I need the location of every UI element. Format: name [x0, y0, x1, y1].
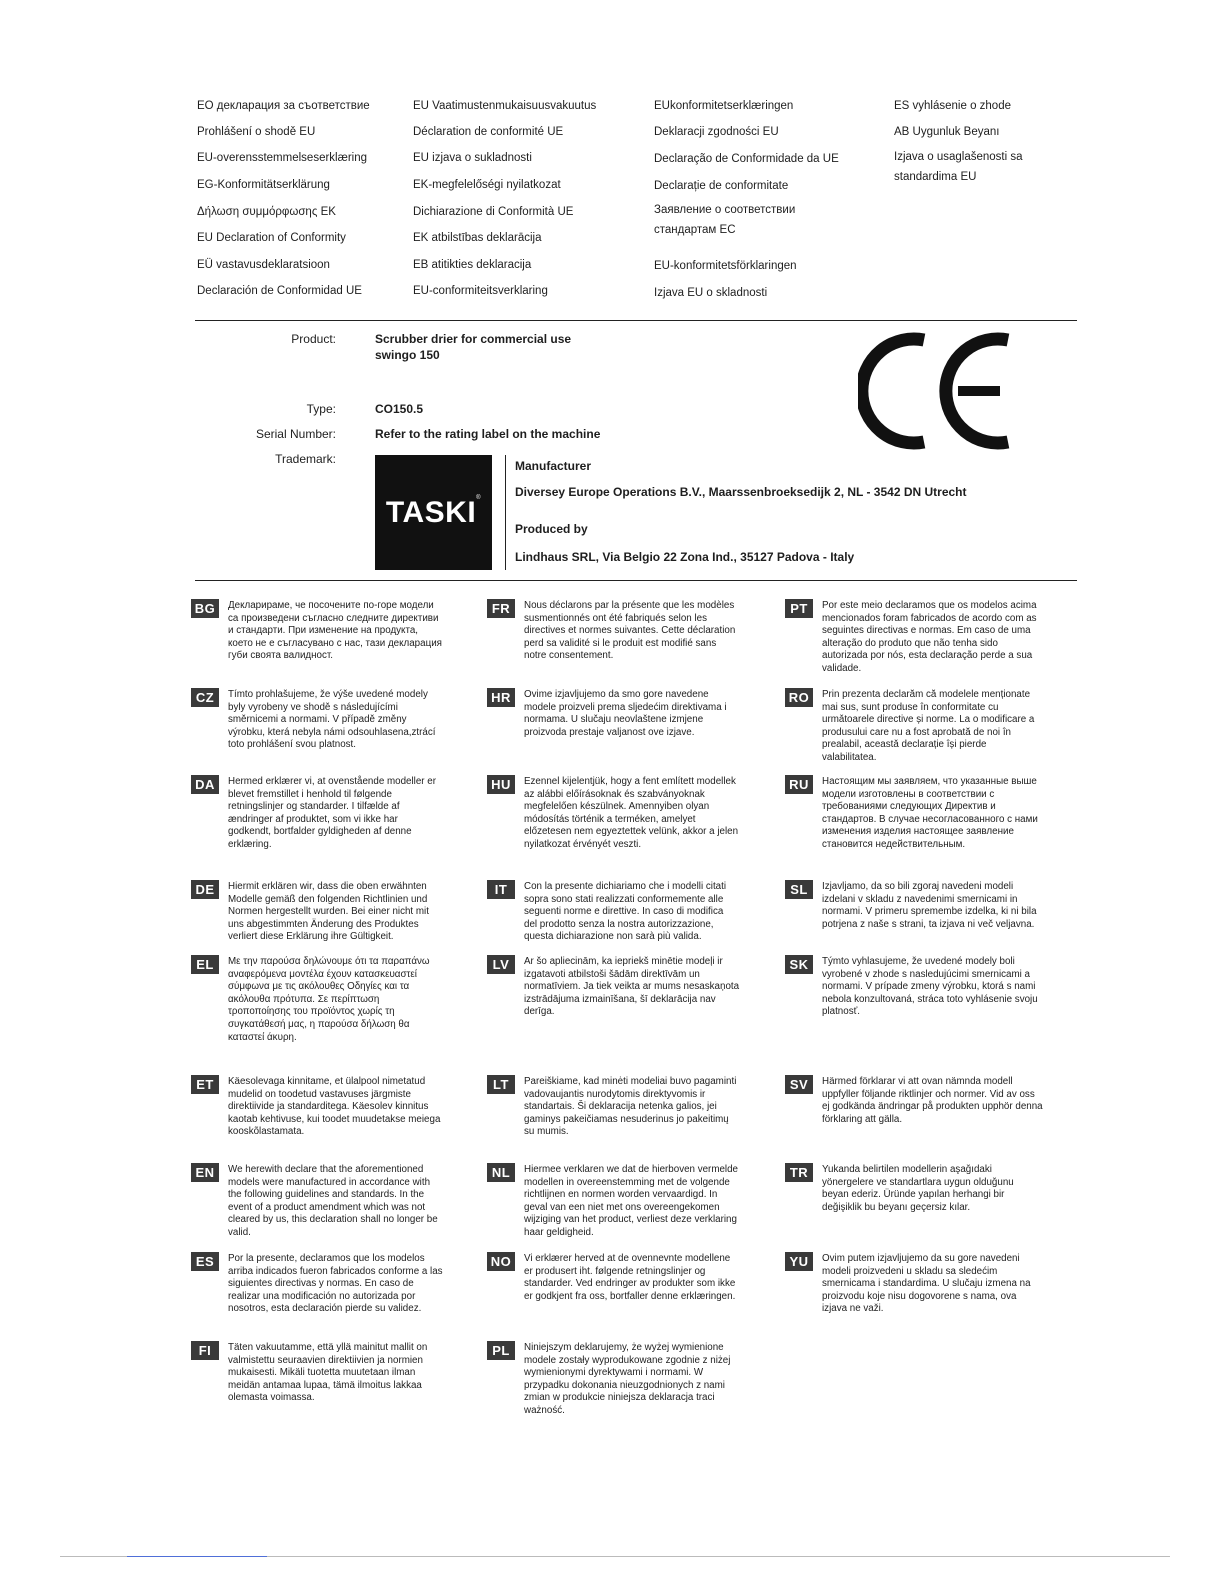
language-code-badge: TR: [785, 1163, 813, 1182]
declaration-text: [822, 881, 1037, 931]
produced-by-value: Lindhaus SRL, Via Belgio 22 Zona Ind., 35127 Padova - Italy: [515, 550, 855, 564]
declaration-line: становится недействительным.: [822, 838, 966, 850]
declaration-line: Yukanda belirtilen modellerin aşağıdaki: [822, 1164, 992, 1175]
declaration-line: Con la presente dichiariamo che i modelli citati: [524, 881, 727, 892]
declaration-line: proizvodu koje nisu dogovorene s nama, ova: [822, 1290, 1017, 1302]
declaration-text: [822, 776, 1038, 852]
language-code-badge: EN: [191, 1163, 219, 1182]
declaration-line: seguenti norme e direttive. In caso di modifica: [524, 906, 724, 918]
title-line: ЕО декларация за съответствие: [197, 100, 370, 112]
declaration-text: [228, 776, 436, 852]
footer-link-line: [127, 1556, 267, 1557]
declaration-line: zmian w produkcie niniejsza deklaracja traci: [524, 1392, 715, 1404]
declaration-line: izjava ne važi.: [822, 1303, 884, 1315]
title-line: Заявление о соответствии: [654, 204, 796, 216]
declaration-line: derīga.: [524, 1006, 555, 1018]
declaration-text: [228, 689, 435, 752]
declaration-text: [228, 1342, 427, 1405]
declaration-line: Por este meio declaramos que os modelos acima: [822, 600, 1037, 611]
declaration-text: [524, 956, 739, 1019]
logo-text: TASKI: [385, 495, 477, 529]
declaration-line: Pareiškiame, kad minėti modeliai buvo pagaminti: [524, 1076, 737, 1087]
declaration-line: Ezennel kijelentjük, hogy a fent említett modellek: [524, 776, 736, 787]
declaration-line: questa dichiarazione non sarà più valida.: [524, 931, 702, 943]
declaration-line: стандартов. В случае несогласованного с нами: [822, 813, 1038, 825]
declaration-line: модели изготовлены в соответствии с: [822, 788, 995, 800]
declaration-line: modeli proizvedeni u skladu sa sledećim: [822, 1265, 998, 1277]
declaration-line: kooskõlastamata.: [228, 1126, 305, 1138]
declaration-line: Hiermit erklären wir, dass die oben erwähnten: [228, 881, 427, 892]
declaration-line: siguientes directivas y normas. En caso de: [228, 1278, 414, 1290]
language-code-badge: BG: [191, 599, 219, 618]
manufacturer-label: Manufacturer: [515, 459, 592, 473]
declaration-line: wymienionymi dyrektywami i normami. W: [524, 1367, 704, 1379]
declaration-line: förklaring att gälla.: [822, 1113, 903, 1125]
declaration-line: nyilatkozat érvényét veszti.: [524, 838, 642, 850]
declaration-line: Настоящим мы заявляем, что указанные выше: [822, 776, 1037, 787]
declaration-line: Modelle gemäß den folgenden Richtlinien und: [228, 893, 428, 905]
title-line: EU-overensstemmelseserklæring: [197, 152, 367, 164]
declaration-line: er produsert iht. følgende retningslinjer og: [524, 1265, 706, 1277]
declaration-line: smernicama i standardima. U slučaju izmena na: [822, 1278, 1031, 1290]
model-name: swingo 150: [375, 348, 440, 362]
declaration-line: verliert diese Erklärung ihre Gültigkeit.: [228, 931, 394, 943]
declaration-line: godkendt, bortfalder gyldigheden af denne: [228, 826, 412, 838]
declaration-line: blevet fremstillet i henhold til følgende: [228, 788, 392, 800]
declaration-text: [228, 956, 430, 1044]
declaration-line: σύμφωνα με τις ακόλουθες Οδηγίες και τα: [228, 981, 410, 993]
declaration-line: erklæring.: [228, 838, 272, 850]
title-line: стандартам ЕС: [654, 224, 736, 236]
declaration-line: са произведени съгласно следните директиви: [228, 612, 439, 624]
declaration-line: cleared by us, this declaration shall no longer be: [228, 1214, 438, 1226]
language-code-badge: HR: [487, 688, 515, 707]
declaration-line: καταστεί άκυρη.: [228, 1031, 297, 1043]
declaration-line: което не е съгласувано с нас, тази декларация: [228, 637, 442, 649]
language-code-badge: FI: [191, 1341, 219, 1360]
logo-separator: [505, 455, 506, 570]
title-line: EÜ vastavusdeklaratsioon: [197, 259, 330, 271]
declaration-text: [524, 1076, 736, 1139]
language-code-badge: FR: [487, 599, 515, 618]
declaration-line: mudelid on toodetud vastavuses järgmiste: [228, 1088, 411, 1100]
product-value: Scrubber drier for commercial use: [375, 332, 572, 346]
declaration-line: Ovime izjavljujemo da smo gore navedene: [524, 689, 709, 700]
language-code-badge: NO: [487, 1252, 515, 1271]
declaration-line: ej godkända ändringar på produkten upphör denna: [822, 1101, 1043, 1113]
declaration-line: izgatavoti atbilstoši šādām direktīvām un: [524, 968, 700, 980]
declaration-line: platnosť.: [822, 1006, 860, 1018]
language-code-badge: DA: [191, 775, 219, 794]
declaration-line: potrjena z naše s strani, ta izjava ni več veljavna.: [822, 918, 1035, 930]
declaration-line: directives et normes suivantes. Cette déclaration: [524, 625, 736, 637]
declaration-line: Izjavljamo, da so bili zgoraj navedeni modeli: [822, 881, 1014, 892]
language-code-badge: LV: [487, 955, 515, 974]
declaration-line: mukaisesti. Mikäli tuotetta muutetaan ilman: [228, 1367, 416, 1379]
declaration-line: uppfyller följande riktlinjer och normer. Vid av oss: [822, 1088, 1035, 1100]
language-code-badge: CZ: [191, 688, 219, 707]
language-code-badge: HU: [487, 775, 515, 794]
declaration-line: Ovim putem izjavljujemo da su gore navedeni: [822, 1253, 1020, 1264]
declaration-line: standartais. Ši deklaracija netenka galios, jei: [524, 1101, 717, 1113]
declaration-line: susmentionnés ont été fabriqués selon les: [524, 612, 707, 624]
product-label: Product:: [291, 332, 336, 346]
declaration-line: olemasta voimassa.: [228, 1392, 315, 1404]
declaration-line: Hiermee verklaren we dat de hierboven vermelde: [524, 1164, 739, 1175]
declaration-line: nosotros, esta declaración pierde su validez.: [228, 1303, 422, 1315]
declaration-line: valmistettu seuraavien direktiivien ja normien: [228, 1354, 423, 1366]
type-value: CO150.5: [375, 402, 424, 416]
declaration-line: Härmed förklarar vi att ovan nämnda modell: [822, 1076, 1013, 1087]
title-line: standardima EU: [894, 171, 977, 183]
title-line: Izjava o usaglašenosti sa: [894, 151, 1023, 163]
language-code-badge: NL: [487, 1163, 515, 1182]
product-divider: [195, 580, 1077, 581]
declaration-line: Týmto vyhlasujeme, že uvedené modely boli: [822, 956, 1015, 967]
declaration-line: produsului care nu a fost aprobată de noi în: [822, 726, 1011, 738]
language-code-badge: RU: [785, 775, 813, 794]
declaration-text: [822, 1076, 1043, 1126]
declaration-line: αναφερόμενα μοντέλα έχουν κατασκευαστεί: [228, 968, 417, 980]
declaration-line: Nous déclarons par la présente que les modèles: [524, 600, 735, 611]
declaration-line: normama. U slučaju neovlaštene izmjene: [524, 714, 704, 726]
declaration-line: realizar una modificación no autorizada por: [228, 1290, 416, 1302]
declaration-text: [524, 1164, 738, 1240]
declaration-line: haar geldigheid.: [524, 1226, 594, 1238]
declaration-line: byly vyrobeny ve shodě s následujícími: [228, 701, 398, 713]
declaration-line: standarder. Ved endringer av produkter som ikke: [524, 1278, 736, 1290]
title-line: EB atitikties deklaracija: [413, 259, 532, 271]
declaration-text: [524, 1342, 730, 1418]
declaration-line: normatīviem. Ja tiek veikta ar mums nesaskaņota: [524, 981, 740, 993]
title-line: Deklaracji zgodności EU: [654, 126, 779, 138]
title-line: EG-Konformitätserklärung: [197, 179, 330, 191]
declaration-line: mencionados foram fabricados de acordo com as: [822, 612, 1037, 624]
trademark-label: Trademark:: [275, 452, 336, 466]
declaration-text: [524, 881, 726, 944]
title-line: Prohlášení o shodě EU: [197, 126, 316, 138]
declaration-line: geval van een niet met ons overeengekomen: [524, 1201, 720, 1213]
declaration-text: [228, 1253, 443, 1316]
declaration-line: models were manufactured in accordance with: [228, 1176, 431, 1188]
declaration-line: и стандарти. При изменение на продукта,: [228, 625, 419, 637]
declaration-line: ændringer af produktet, som vi ikke har: [228, 813, 398, 825]
title-line: Δήλωση συμμόρφωσης ΕΚ: [197, 206, 336, 218]
declaration-line: normami. V prípade zmeny výrobku, ktorá s nami: [822, 981, 1036, 993]
declaration-line: требованиями следующих Директив и: [822, 801, 996, 813]
title-line: Declarație de conformitate: [654, 180, 789, 192]
declaration-line: τροποποίησης του προϊόντος χωρίς τη: [228, 1006, 395, 1018]
declaration-line: előzetesen nem egyeztettek velünk, akkor a jelen: [524, 826, 739, 838]
declaration-line: ακόλουθα πρότυπα. Σε περίπτωση: [228, 993, 380, 1005]
declaration-line: губи своята валидност.: [228, 650, 334, 662]
declaration-line: wijziging van het product, verliest deze verklaring: [524, 1214, 737, 1226]
language-code-badge: DE: [191, 880, 219, 899]
declaration-line: We herewith declare that the aforementioned: [228, 1164, 424, 1175]
declaration-line: er godkjent fra oss, bortfaller denne erklæringen.: [524, 1290, 736, 1302]
declaration-line: przypadku dokonania nieuzgodnionych z nami: [524, 1379, 725, 1391]
declaration-line: Ar šo apliecinām, ka iepriekš minētie modeļi ir: [524, 956, 723, 967]
ce-mark-icon: [858, 326, 1028, 456]
declaration-text: [822, 1253, 1031, 1316]
language-code-badge: PT: [785, 599, 813, 618]
declaration-line: изменения изделия настоящее заявление: [822, 826, 1014, 838]
declaration-line: mai sus, sunt produse în conformitate cu: [822, 701, 999, 713]
declaration-text: [524, 600, 735, 663]
language-code-badge: LT: [487, 1075, 515, 1094]
declaration-line: megfelelően készülnek. Amennyiben olyan: [524, 801, 710, 813]
declaration-text: [524, 689, 727, 739]
title-line: EU-conformiteitsverklaring: [413, 285, 548, 297]
language-code-badge: EL: [191, 955, 219, 974]
declaration-line: Normen hergestellt wurden. Bei einer nicht mit: [228, 906, 429, 918]
language-code-badge: YU: [785, 1252, 813, 1271]
declaration-line: nebola konzultovaná, stráca toto vyhlásenie svoju: [822, 993, 1038, 1005]
title-line: Declaración de Conformidad UE: [197, 285, 362, 297]
declaration-line: arriba indicados fueron fabricados conforme a las: [228, 1265, 443, 1277]
declaration-line: ważność.: [524, 1404, 565, 1416]
declaration-text: [524, 776, 738, 852]
declaration-line: notre consentement.: [524, 650, 614, 662]
declaration-line: valabilitatea.: [822, 751, 877, 763]
declaration-line: toto prohlášení svou platnost.: [228, 739, 356, 751]
declaration-line: Με την παρούσα δηλώνουμε ότι τα παραπάνω: [228, 956, 430, 967]
declaration-line: výrobku, která nebyla námi odsouhlasena,ztrácí: [228, 726, 436, 738]
declaration-line: direktiivide ja standarditega. Käesolev kinnitus: [228, 1101, 429, 1113]
declaration-line: izstrādājuma izmainīšana, šī deklarācija nav: [524, 993, 716, 1005]
declaration-text: [822, 600, 1037, 676]
title-line: EU Vaatimustenmukaisuusvakuutus: [413, 100, 597, 112]
declaration-line: uns abgestimmten Änderung des Produktes: [228, 918, 419, 930]
language-code-badge: ES: [191, 1252, 219, 1271]
declaration-text: [822, 1164, 1014, 1214]
declaration-line: seguintes directivas e normas. Em caso de uma: [822, 625, 1031, 637]
declaration-line: proizvoda prestaje valjanost ove izjave.: [524, 726, 695, 738]
declaration-text: [228, 1164, 438, 1240]
declaration-line: izdelani v skladu z navedenimi smernicami in: [822, 893, 1018, 905]
declaration-line: perd sa validité si le produit est modifié sans: [524, 637, 717, 649]
title-line: Declaração de Conformidade da UE: [654, 153, 839, 165]
language-code-badge: RO: [785, 688, 813, 707]
declaration-line: Декларираме, че посочените по-горе модели: [228, 600, 434, 611]
serial-value: Refer to the rating label on the machine: [375, 427, 601, 441]
title-line: EK atbilstības deklarācija: [413, 232, 542, 244]
declaration-line: Tímto prohlašujeme, že výše uvedené modely: [228, 689, 428, 700]
declaration-line: Vi erklærer herved at de ovennevnte modellene: [524, 1253, 731, 1264]
logo-registered-mark: ®: [476, 495, 482, 501]
title-line: EU-konformitetsförklaringen: [654, 260, 797, 272]
title-line: Izjava EU o skladnosti: [654, 287, 768, 299]
declaration-line: retningslinjer og standarder. I tilfælde af: [228, 801, 400, 813]
declaration-line: směrnicemi a normami. V případě změny: [228, 714, 407, 726]
title-line: Dichiarazione di Conformità UE: [413, 206, 574, 218]
declaration-line: Hermed erklærer vi, at ovenstående modeller er: [228, 776, 437, 787]
declaration-line: vadovaujantis nurodytomis direktyvomis ir: [524, 1088, 706, 1100]
language-code-badge: PL: [487, 1341, 515, 1360]
top-divider: [195, 320, 1077, 321]
serial-label: Serial Number:: [255, 427, 336, 441]
declaration-text: [228, 881, 429, 944]
declaration-line: autorizada por nós, esta declaração perde a sua: [822, 650, 1033, 662]
language-code-badge: ET: [191, 1075, 219, 1094]
declaration-text: [822, 689, 1034, 765]
declaration-line: Käesolevaga kinnitame, et ülalpool nimetatud: [228, 1076, 426, 1087]
declaration-line: su mumis.: [524, 1126, 569, 1138]
declaration-line: modellen in overeenstemming met de volgende: [524, 1176, 730, 1188]
language-code-badge: SK: [785, 955, 813, 974]
declaration-line: del prodotto senza la nostra autorizzazione,: [524, 918, 714, 930]
declaration-line: prealabil, aceastǎ declarație își pierde: [822, 739, 987, 751]
declaration-line: the following guidelines and standards. In the: [228, 1189, 425, 1201]
declaration-line: yönergelere ve standartlara uygun olduğunu: [822, 1176, 1014, 1188]
title-line: EUkonformitetserklæringen: [654, 100, 794, 112]
title-line: EU izjava o sukladnosti: [413, 152, 532, 164]
declaration-line: gaminys pakeičiamas nesuderinus jo pakeitimų: [524, 1113, 729, 1125]
declaration-line: Niniejszym deklarujemy, że wyżej wymienione: [524, 1342, 724, 1353]
title-line: EU Declaration of Conformity: [197, 232, 346, 244]
declaration-line: módosítás történik a terméken, amelyet: [524, 813, 696, 825]
title-line: ES vyhlásenie o zhode: [894, 100, 1011, 112]
taski-logo: [375, 455, 492, 570]
declaration-line: normami. V primeru spremembe izdelka, ki ni bila: [822, 906, 1037, 918]
declaration-line: συγκατάθεσή μας, η παρούσα δήλωση θα: [228, 1018, 410, 1030]
declaration-line: kaotab kehtivuse, kui toodet muudetakse meiega: [228, 1113, 441, 1125]
declaration-line: richtlijnen en normen worden vervaardigd. In: [524, 1189, 718, 1201]
declaration-line: urmǎtoarele directive și norme. La o modificare a: [822, 714, 1035, 726]
declaration-text: [228, 1076, 440, 1139]
declaration-line: beyan ederiz. Üründe yapılan herhangi bir: [822, 1189, 1005, 1201]
title-line: AB Uygunluk Beyanı: [894, 126, 1000, 138]
declaration-line: Prin prezenta declarăm că modelele menționate: [822, 689, 1031, 700]
declaration-line: az alábbi előírásoknak és szabványoknak: [524, 788, 705, 800]
declaration-line: validade.: [822, 662, 862, 674]
declaration-line: Por la presente, declaramos que los modelos: [228, 1253, 425, 1264]
language-code-badge: SL: [785, 880, 813, 899]
produced-by-label: Produced by: [515, 522, 588, 536]
language-code-badge: IT: [487, 880, 515, 899]
declaration-text: [822, 956, 1038, 1019]
declaration-line: sopra sono stati realizzati conformemente alle: [524, 893, 724, 905]
declaration-line: meidän antamaa lupaa, tämä ilmoitus lakkaa: [228, 1379, 422, 1391]
title-line: Déclaration de conformité UE: [413, 126, 564, 138]
declaration-line: değişiklik bu beyanı geçersiz kılar.: [822, 1201, 971, 1213]
declaration-line: modele zostały wyprodukowane zgodnie z niżej: [524, 1354, 731, 1366]
declaration-text: [228, 600, 442, 663]
declaration-line: Täten vakuutamme, että yllä mainitut mallit on: [228, 1342, 428, 1353]
language-code-badge: SV: [785, 1075, 813, 1094]
manufacturer-value: Diversey Europe Operations B.V., Maarssenbroeksedijk 2, NL - 3542 DN Utrecht: [515, 485, 967, 499]
declaration-line: alteração do produto que não tenha sido: [822, 637, 998, 649]
declaration-line: valid.: [228, 1226, 251, 1238]
type-label: Type:: [306, 402, 336, 416]
title-line: EK-megfelelőségi nyilatkozat: [413, 179, 561, 191]
declaration-text: [524, 1253, 735, 1303]
declaration-line: event of a product amendment which was not: [228, 1201, 426, 1213]
declaration-line: vyrobené v zhode s nasledujúcimi smernicami a: [822, 968, 1031, 980]
declaration-line: modele proizveli prema sljedećim direktivama i: [524, 701, 727, 713]
